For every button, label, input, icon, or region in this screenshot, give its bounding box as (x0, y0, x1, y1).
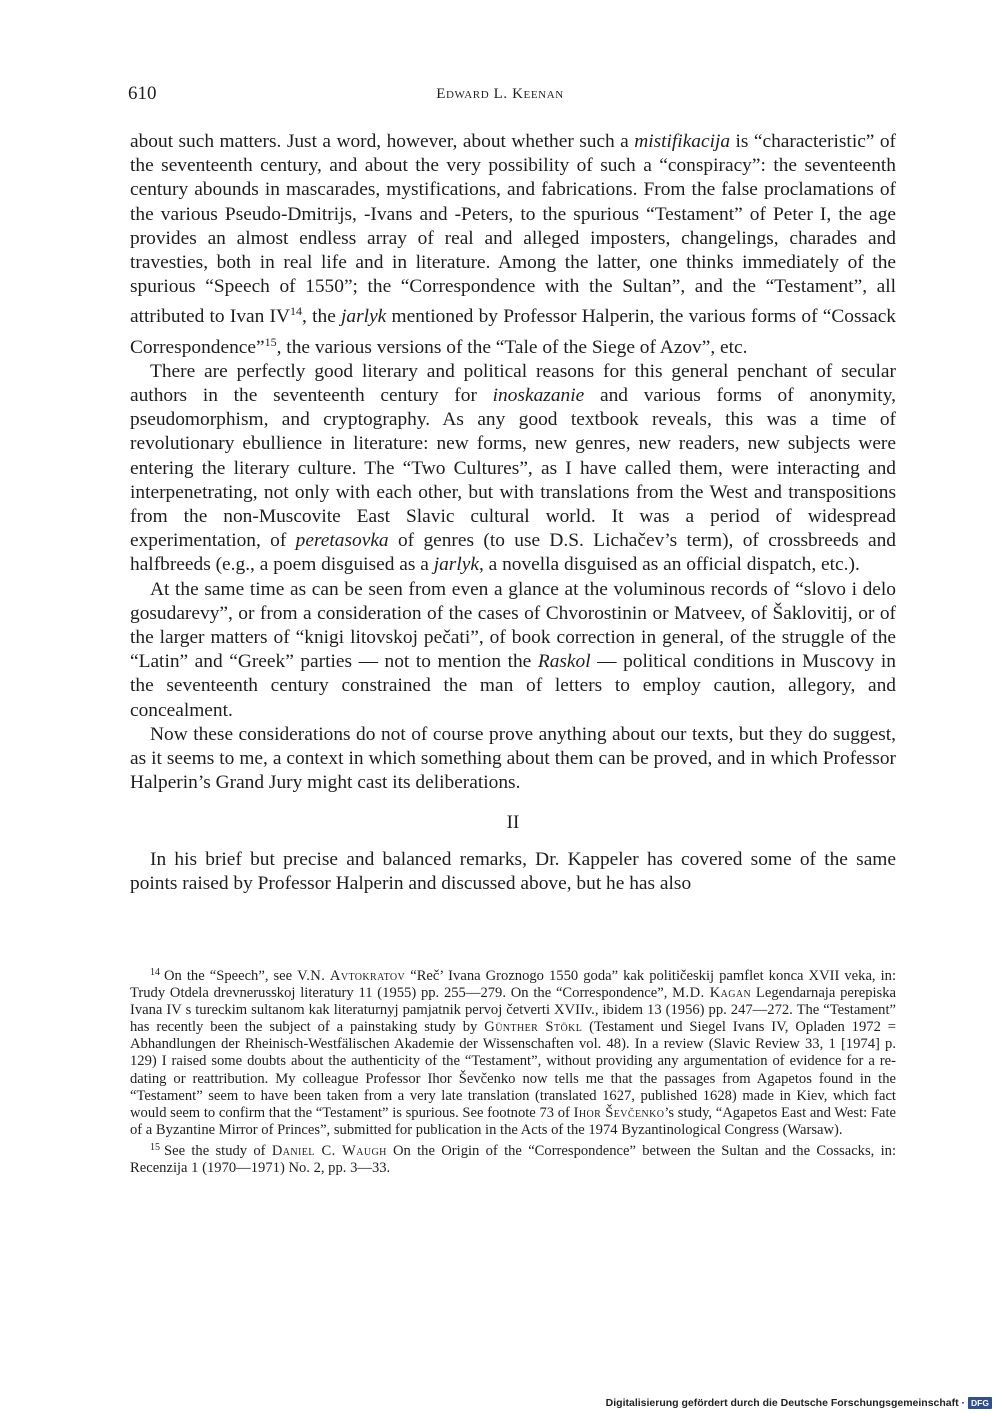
text-run: There are perfectly good literary and political reasons for this general penchant of secular authors in the seventeenth century for (130, 360, 896, 407)
text-run: See the study of (164, 1142, 272, 1159)
footnote-number: 14 (150, 967, 160, 978)
text-run: , a novella disguised as an official dispatch, etc.). (478, 554, 860, 576)
footnote-ref[interactable]: 15 (264, 334, 277, 349)
text-run: , the (302, 306, 342, 328)
paragraph-4: Now these considerations do not of course prove anything about our texts, but they do suggest, as it seems to me, a context in which something about them can be proved, and in which Professor Halperin’s Grand Jury might cast its deliberations. (130, 723, 896, 794)
paragraph-1 (130, 130, 896, 360)
section-heading: II (506, 812, 520, 834)
author-name: Ihor Ševčenko (573, 1104, 665, 1121)
footnote-number: 15 (150, 1141, 160, 1153)
term-emphasis: jarlyk (433, 554, 479, 576)
text-run: about such matters. Just a word, however, about whether such a (130, 131, 635, 152)
footnotes (130, 964, 896, 1177)
term-emphasis: mistifikacija (634, 131, 731, 152)
text-run: and various forms of anonymity, pseudomorphism, and cryptography. As any good textbook reveals, this was a time of revolutionary ebullience in literature: new forms, new genres, new readers, new subjects were entering the literary culture. The “Two Cultures”, as I have called them, were interacting and interpenetrating, not only with each other, but with translations from the West and transpositions from the non-Muscovite East Slavic cultural world. It was a period of widespread experimentation, of (130, 385, 896, 552)
running-head: Edward L. Keenan (436, 86, 564, 102)
text-run: On the Origin of the “Correspondence” between the Sultan and the Cossacks, in: Recenzija 1 (1970—1971) No. 2, pp. 3—33. (130, 1142, 896, 1177)
author-name: M.D. Kagan (672, 985, 752, 1002)
paragraph-3 (130, 578, 896, 723)
text-run: mentioned by Professor Halperin, the various forms of “Cossack Correspondence” (130, 306, 896, 358)
term-emphasis: Raskol (537, 651, 591, 673)
dfg-logo-icon: DFG (968, 1397, 992, 1409)
text-run: of genres (to use D.S. Lichačev’s term), of crossbreeds and halfbreeds (e.g., a poem disguised as a (130, 530, 896, 576)
term-emphasis: jarlyk (341, 306, 387, 328)
text-run: At the same time as can be seen from even a glance at the voluminous records of “slovo i delo gosudarevy”, or from a consideration of the cases of Chvorostinin or Matveev, of Šaklovitij, or of the larger matters of “knigi litovskoj pečati”, of book correction in general, of the struggle of the “Latin” and “Greek” parties — not to mention the (130, 578, 896, 673)
author-name: Daniel C. Waugh (271, 1142, 387, 1159)
term-emphasis: peretasovka (295, 530, 389, 552)
paragraph-2 (130, 360, 896, 578)
text-run: (Testament und Siegel Ivans IV, Opladen 1972 = Abhandlungen der Rheinisch-Westfälischen Akademie der Wissenschaften vol. 48). In a review (Slavic Review 33, 1 [1974] p. 129) I raised some doubts about the authenticity of the “Testament”, without providing any argumentation of evidence for a re-dating or reattribution. My colleague Professor Ihor Ševčenko now tells me that the passages from Agapetos found in the “Testament” seem to have been taken from a very late translation (translated 1627, published 1628) made in Kiev, which fact would seem to confirm that the “Testament” is spurious. See footnote 73 of (130, 1019, 896, 1121)
digitization-credit (606, 1397, 992, 1409)
text-run: Legendarnaja perepiska Ivana IV s tureckim sultanom kak literaturnyj pamjatnik pervoj četverti XVIIv., ibidem 13 (1956) pp. 247—272. The “Testament” has recently been the subject of a painstaking study by (130, 985, 897, 1036)
text-run: On the “Speech”, see (164, 968, 298, 984)
page-number: 610 (128, 83, 157, 104)
text-run: , the various versions of the “Tale of the Siege of Azov”, etc. (276, 336, 748, 358)
text-run: — political conditions in Muscovy in the seventeenth century constrained the man of letters to employ caution, allegory, and concealment. (130, 651, 896, 721)
footnote-ref[interactable]: 14 (290, 304, 303, 319)
author-name: V.N. Avtokratov (297, 968, 406, 984)
term-emphasis: inoskazanie (492, 385, 585, 407)
paragraph-5: In his brief but precise and balanced remarks, Dr. Kappeler has covered some of the same points raised by Professor Halperin and discussed above, but he has also (130, 848, 896, 894)
text-run: ’s study, “Agapetos East and West: Fate of a Byzantine Mirror of Princes”, submitted for publication in the Acts of the 1974 Byzantinological Congress (Warsaw). (130, 1104, 896, 1138)
credit-text: Digitalisierung gefördert durch die Deutsche Forschungsgemeinschaft · (605, 1397, 966, 1409)
author-name: Günther Stökl (484, 1019, 583, 1036)
footnote-14 (130, 964, 896, 1139)
body-text (130, 130, 896, 896)
text-run: is “characteristic” of the seventeenth century, and about the very possibility of such a “conspiracy”: the seventeenth century abounds in mascarades, mystifications, and fabrications. From the false proclamations of the various Pseudo-Dmitrijs, -Ivans and -Peters, to the spurious “Testament” of Peter I, the age provides an almost endless array of real and alleged imposters, changelings, charades and travesties, both in real life and in literature. Among the latter, one thinks immediately of the spurious “Speech of 1550”; the “Correspondence with the Sultan”, and the “Testament”, all attributed to Ivan IV (130, 131, 896, 328)
text-run: “Reč’ Ivana Groznogo 1550 goda” kak političeskij pamflet konca XVII veka, in: Trudy Otdela drevnerusskoj literatury 11 (1955) pp. 255—279. On the “Correspondence”, (130, 968, 897, 1002)
footnote-15 (130, 1139, 896, 1177)
